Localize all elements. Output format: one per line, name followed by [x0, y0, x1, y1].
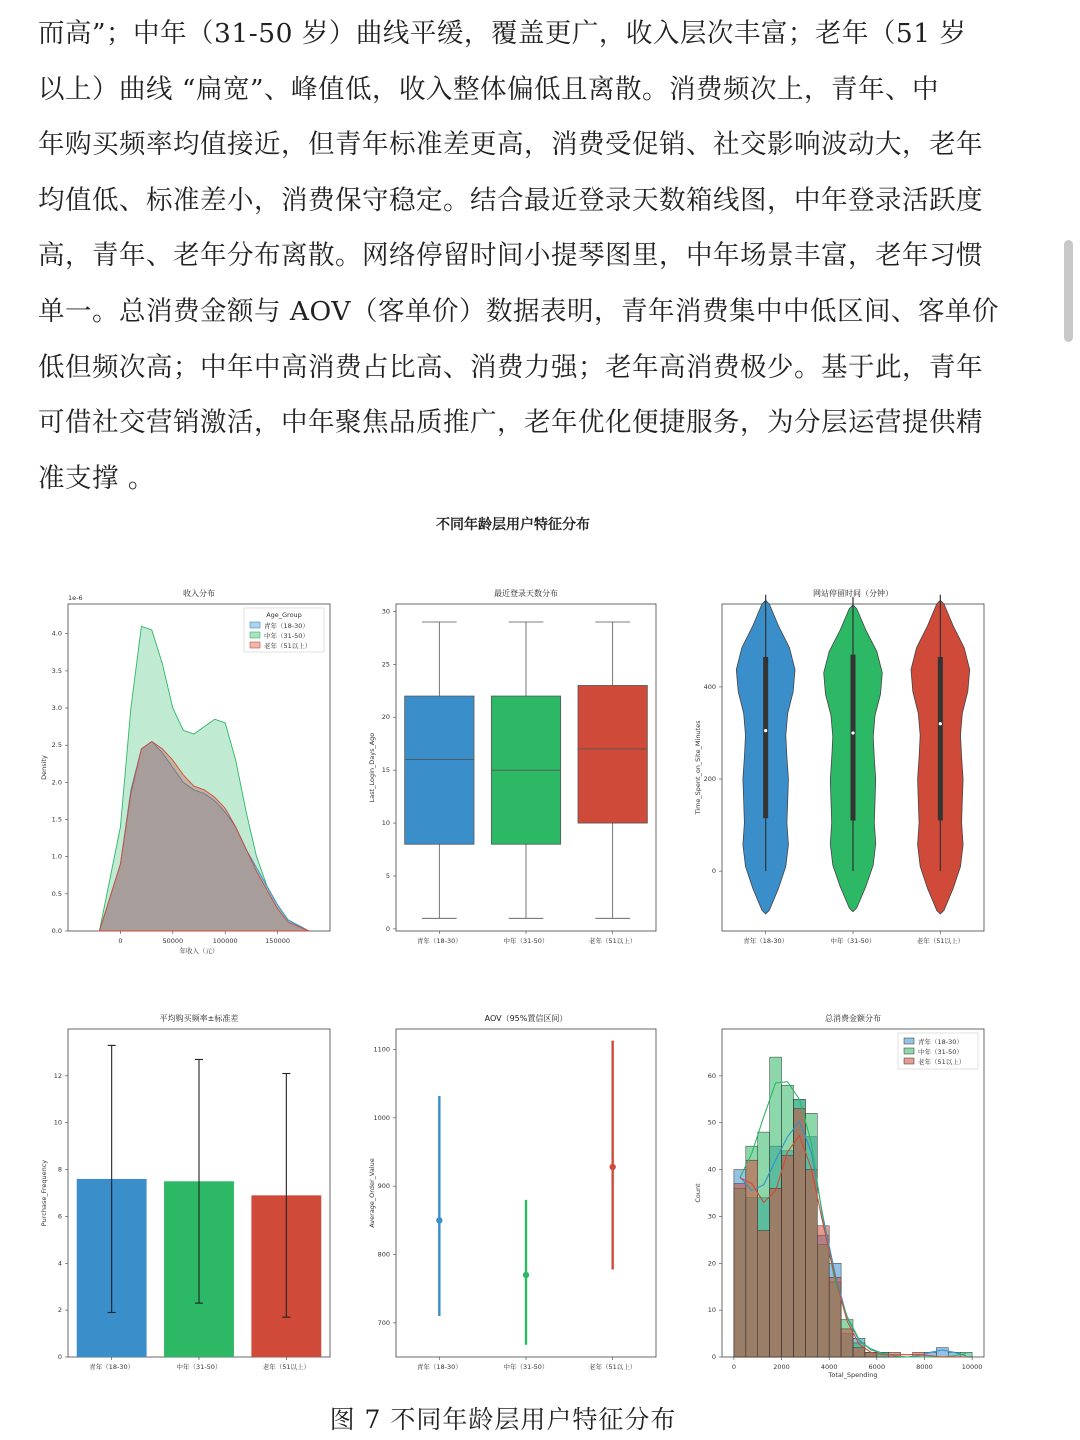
income-legend-swatch-1 — [250, 622, 260, 628]
spend-y-tick-label: 0 — [711, 1353, 716, 1361]
aov-y-tick-label: 800 — [377, 1250, 390, 1259]
violin-iqr-box — [851, 655, 856, 821]
time-x-category-label: 中年（31-50） — [830, 937, 876, 945]
spend-y-tick-label: 40 — [707, 1165, 716, 1174]
time-x-category-label: 老年（51以上） — [916, 937, 964, 945]
income-y-tick-label: 0.5 — [51, 889, 62, 898]
freq-y-tick-label: 10 — [53, 1118, 62, 1127]
income-legend-label: 老年（51以上） — [264, 642, 312, 650]
spend-legend-label: 老年（51以上） — [918, 1058, 966, 1066]
freq-x-category-label: 青年（18-30） — [89, 1363, 135, 1371]
aov-ylabel: Average_Order_Value — [368, 1158, 376, 1228]
spend-legend-swatch-2 — [904, 1048, 914, 1054]
income-y-tick-label: 3.0 — [51, 704, 62, 713]
spend-y-tick-label: 60 — [707, 1071, 716, 1080]
spend-legend-label: 中年（31-50） — [918, 1048, 963, 1056]
income-chart-title: 收入分布 — [183, 589, 215, 598]
aov-x-category-label: 中年（31-50） — [503, 1363, 549, 1371]
time-y-tick-label: 400 — [703, 682, 716, 691]
aov-y-tick-label: 700 — [377, 1318, 390, 1327]
freq-y-tick-label: 0 — [57, 1353, 62, 1361]
hist-bar — [734, 1184, 746, 1357]
violin-median-dot — [939, 722, 942, 725]
income-xlabel: 年收入（元） — [179, 947, 219, 955]
freq-y-tick-label: 4 — [57, 1259, 62, 1268]
time-y-tick-label: 0 — [711, 867, 716, 876]
income-x-tick-label: 100000 — [212, 937, 238, 945]
income-x-tick-label: 150000 — [265, 937, 291, 945]
income-y-tick-label: 1.5 — [51, 815, 62, 824]
spend-y-tick-label: 20 — [707, 1259, 716, 1268]
login-y-tick-label: 5 — [385, 871, 390, 880]
text-line: 均值低、标准差小，消费保守稳定。结合最近登录天数箱线图，中年登录活跃度 — [38, 184, 983, 216]
violin-median-dot — [851, 731, 854, 734]
hist-bar — [936, 1348, 948, 1357]
freq-ylabel: Purchase_Frequency — [40, 1159, 48, 1227]
aov-point-2 — [523, 1272, 529, 1278]
income-ylabel: Density — [40, 755, 48, 780]
income-offset-text: 1e-6 — [68, 594, 83, 602]
text-line: 而高”；中年（31-50 岁）曲线平缓，覆盖更广，收入层次丰富；老年（51 岁 — [38, 18, 967, 49]
spend-xlabel: Total_Spending — [828, 1371, 878, 1379]
time-ylabel: Time_Spent_on_Site_Minutes — [694, 720, 702, 815]
login-chart-title: 最近登录天数分布 — [494, 589, 558, 598]
spend-y-tick-label: 10 — [707, 1306, 716, 1315]
hist-bar — [805, 1170, 817, 1357]
spend-y-tick-label: 30 — [707, 1212, 716, 1221]
spend-x-tick-label: 6000 — [868, 1363, 886, 1371]
spend-legend-swatch-3 — [904, 1058, 914, 1064]
text-line: 以上）曲线 “扁宽”、峰值低，收入整体偏低且离散。消费频次上，青年、中 — [38, 73, 940, 105]
spend-x-tick-label: 4000 — [820, 1363, 838, 1371]
aov-x-category-label: 老年（51以上） — [589, 1363, 637, 1371]
aov-y-tick-label: 900 — [377, 1182, 390, 1191]
login-y-tick-label: 10 — [381, 819, 390, 828]
income-y-tick-label: 0.0 — [51, 927, 62, 935]
freq-y-tick-label: 2 — [57, 1306, 62, 1315]
login-x-category-label: 中年（31-50） — [503, 937, 549, 945]
text-line: 准支撑 。 — [38, 462, 155, 494]
aov-point-1 — [436, 1217, 442, 1223]
aov-point-3 — [609, 1164, 615, 1170]
spend-y-tick-label: 50 — [707, 1118, 716, 1127]
hist-bar — [853, 1348, 865, 1357]
login-y-tick-label: 15 — [381, 766, 390, 775]
login-x-category-label: 青年（18-30） — [416, 937, 462, 945]
income-y-tick-label: 3.5 — [51, 666, 62, 675]
aov-y-tick-label: 1100 — [373, 1045, 390, 1054]
violin-median-dot — [764, 729, 767, 732]
login-x-category-label: 老年（51以上） — [589, 937, 637, 945]
hist-bar — [770, 1188, 782, 1357]
income-legend-title: Age_Group — [266, 611, 302, 619]
income-legend-swatch-2 — [250, 632, 260, 638]
hist-bar — [782, 1156, 794, 1357]
violin-iqr-box — [938, 657, 943, 821]
login-y-tick-label: 25 — [381, 660, 390, 669]
figure-canvas — [0, 560, 1040, 1390]
login-y-tick-label: 0 — [385, 924, 390, 933]
time-chart-title: 网站停留时间（分钟） — [813, 589, 893, 598]
text-line: 可借社交营销激活，中年聚焦品质推广，老年优化便捷服务，为分层运营提供精 — [38, 407, 983, 439]
freq-y-tick-label: 8 — [57, 1165, 62, 1174]
aov-x-category-label: 青年（18-30） — [416, 1363, 462, 1371]
figure-suptitle: 不同年龄层用户特征分布 — [436, 517, 590, 533]
box-body-3 — [578, 685, 647, 823]
time-x-category-label: 青年（18-30） — [743, 937, 789, 945]
income-y-tick-label: 2.0 — [51, 778, 62, 787]
freq-chart-title: 平均购买频率±标准差 — [159, 1014, 239, 1023]
income-y-tick-label: 2.5 — [51, 741, 62, 750]
spend-legend-swatch-1 — [904, 1038, 914, 1044]
login-y-tick-label: 30 — [381, 607, 390, 616]
freq-y-tick-label: 12 — [53, 1071, 62, 1080]
login-y-tick-label: 20 — [381, 713, 390, 722]
income-x-tick-label: 50000 — [162, 937, 184, 945]
aov-y-tick-label: 1000 — [373, 1113, 390, 1122]
spend-x-tick-label: 2000 — [773, 1363, 790, 1371]
income-legend-swatch-3 — [250, 642, 260, 648]
freq-y-tick-label: 6 — [57, 1212, 62, 1221]
body-paragraph — [38, 6, 999, 506]
violin-iqr-box — [763, 657, 768, 818]
freq-x-category-label: 中年（31-50） — [176, 1363, 222, 1371]
figure-caption: 图 7 不同年龄层用户特征分布 — [329, 1405, 677, 1434]
spend-chart-title: 总消费金额分布 — [825, 1014, 881, 1023]
income-x-tick-label: 0 — [118, 937, 123, 945]
aov-chart-title: AOV（95%置信区间） — [484, 1014, 568, 1023]
income-legend-label: 青年（18-30） — [264, 622, 309, 630]
text-line: 年购买频率均值接近，但青年标准差更高，消费受促销、社交影响波动大，老年 — [38, 129, 983, 161]
income-y-tick-label: 4.0 — [51, 629, 62, 638]
text-line: 低但频次高；中年中高消费占比高、消费力强；老年高消费极少。基于此，青年 — [38, 351, 983, 383]
box-body-1 — [405, 696, 474, 844]
text-line: 单一。总消费金额与 AOV（客单价）数据表明，青年消费集中中低区间、客单价 — [38, 295, 999, 327]
login-ylabel: Last_Login_Days_Ago — [368, 732, 376, 803]
spend-ylabel: Count — [694, 1183, 702, 1203]
freq-x-category-label: 老年（51以上） — [262, 1363, 310, 1371]
spend-x-tick-label: 0 — [731, 1363, 736, 1371]
income-y-tick-label: 1.0 — [51, 852, 62, 861]
spend-x-tick-label: 8000 — [916, 1363, 933, 1371]
hist-bar — [758, 1230, 770, 1357]
spend-x-tick-label: 10000 — [961, 1363, 983, 1371]
scrollbar-thumb[interactable] — [1064, 240, 1073, 342]
time-y-tick-label: 200 — [703, 775, 716, 784]
text-line: 高，青年、老年分布离散。网络停留时间小提琴图里，中年场景丰富，老年习惯 — [38, 240, 983, 272]
income-legend-label: 中年（31-50） — [264, 632, 309, 640]
hist-bar — [841, 1329, 853, 1357]
spend-legend-label: 青年（18-30） — [918, 1038, 963, 1046]
